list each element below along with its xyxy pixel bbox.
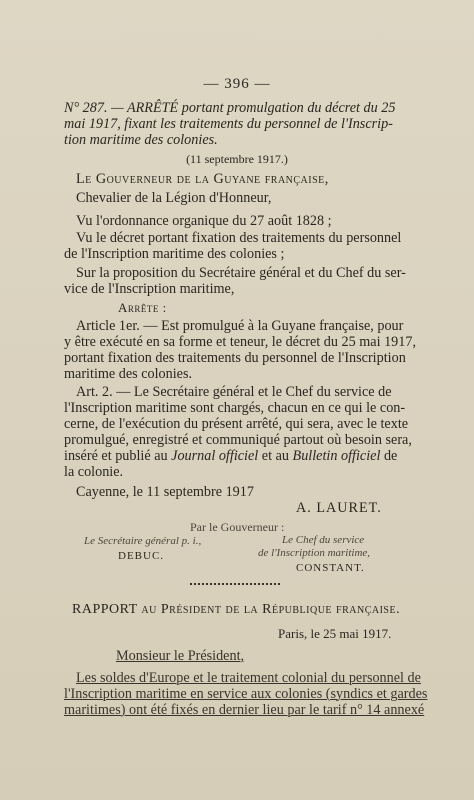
decree-title-line-1: N° 287. — ARRÊTÉ portant promulgation du décret du 25 xyxy=(64,100,396,116)
rapport-line-3: maritimes) ont été fixés en dernier lieu par le tarif n° 14 annexé xyxy=(64,702,425,718)
chief-title-2: de l'Inscription maritime, xyxy=(258,547,371,559)
proposal-clause-cont: vice de l'Inscription maritime, xyxy=(64,281,235,297)
secretary-name: DEBUC. xyxy=(118,550,165,562)
article-1-line-4: maritime des colonies. xyxy=(64,366,193,382)
proposal-clause: Sur la proposition du Secrétaire général et du Chef du ser- xyxy=(76,265,406,281)
article-2-line-1: Art. 2. — Le Secrétaire général et le Chef du service de xyxy=(76,384,392,400)
article-1-line-3: portant fixation des traitements du personnel de l'Inscription xyxy=(64,350,406,366)
bulletin-officiel: Bulletin officiel xyxy=(292,448,381,464)
vu-clause-2: Vu le décret portant fixation des traitements du personnel xyxy=(76,230,402,246)
governor-signature: A. LAURET. xyxy=(296,500,382,516)
par-le-gouverneur: Par le Gouverneur : xyxy=(190,520,285,534)
secretary-title: Le Secrétaire général p. i., xyxy=(84,535,202,547)
section-divider xyxy=(190,583,280,585)
governor-honour: Chevalier de la Légion d'Honneur, xyxy=(76,190,272,206)
decree-title-line-3: tion maritime des colonies. xyxy=(64,132,218,148)
article-1-line-2: y être exécuté en sa forme et teneur, le décret du 25 mai 1917, xyxy=(64,334,416,350)
rapport-salutation: Monsieur le Président, xyxy=(116,648,245,664)
article-2-line-6: la colonie. xyxy=(64,464,124,480)
decree-title-line-2: mai 1917, fixant les traitements du personnel de l'Inscrip- xyxy=(64,116,393,132)
article-2-line-3: cerne, de l'exécution du présent arrêté, qui sera, avec le texte xyxy=(64,416,409,432)
vu-clause-2-cont: de l'Inscription maritime des colonies ; xyxy=(64,246,285,262)
governor-title: Le Gouverneur de la Guyane française, xyxy=(76,171,329,187)
place-date: Cayenne, le 11 septembre 1917 xyxy=(76,484,254,500)
vu-clause-1: Vu l'ordonnance organique du 27 août 1828 ; xyxy=(76,213,332,229)
rapport-line-1: Les soldes d'Europe et le traitement colonial du personnel de xyxy=(76,670,421,686)
article-2-line-2: l'Inscription maritime sont chargés, chacun en ce qui le con- xyxy=(64,400,406,416)
arrete-heading: Arrête : xyxy=(118,300,167,315)
rapport-line-2: l'Inscription maritime en service aux colonies (syndics et gardes xyxy=(64,686,428,702)
decree-date: (11 septembre 1917.) xyxy=(186,152,288,166)
article-2-line-5: inséré et publié au Journal officiel et au Bulletin officiel de xyxy=(64,448,398,464)
rapport-date: Paris, le 25 mai 1917. xyxy=(278,626,392,641)
journal-officiel: Journal officiel xyxy=(171,448,259,464)
article-2-line-4: promulgué, enregistré et communiqué partout où besoin sera, xyxy=(64,432,412,448)
chief-title-1: Le Chef du service xyxy=(282,534,365,546)
article-1-line-1: Article 1er. — Est promulgué à la Guyane française, pour xyxy=(76,318,404,334)
page-number: — 396 — xyxy=(203,76,271,92)
rapport-title: RAPPORT au Président de la République française. xyxy=(72,602,401,617)
chief-name: CONSTANT. xyxy=(296,562,365,574)
